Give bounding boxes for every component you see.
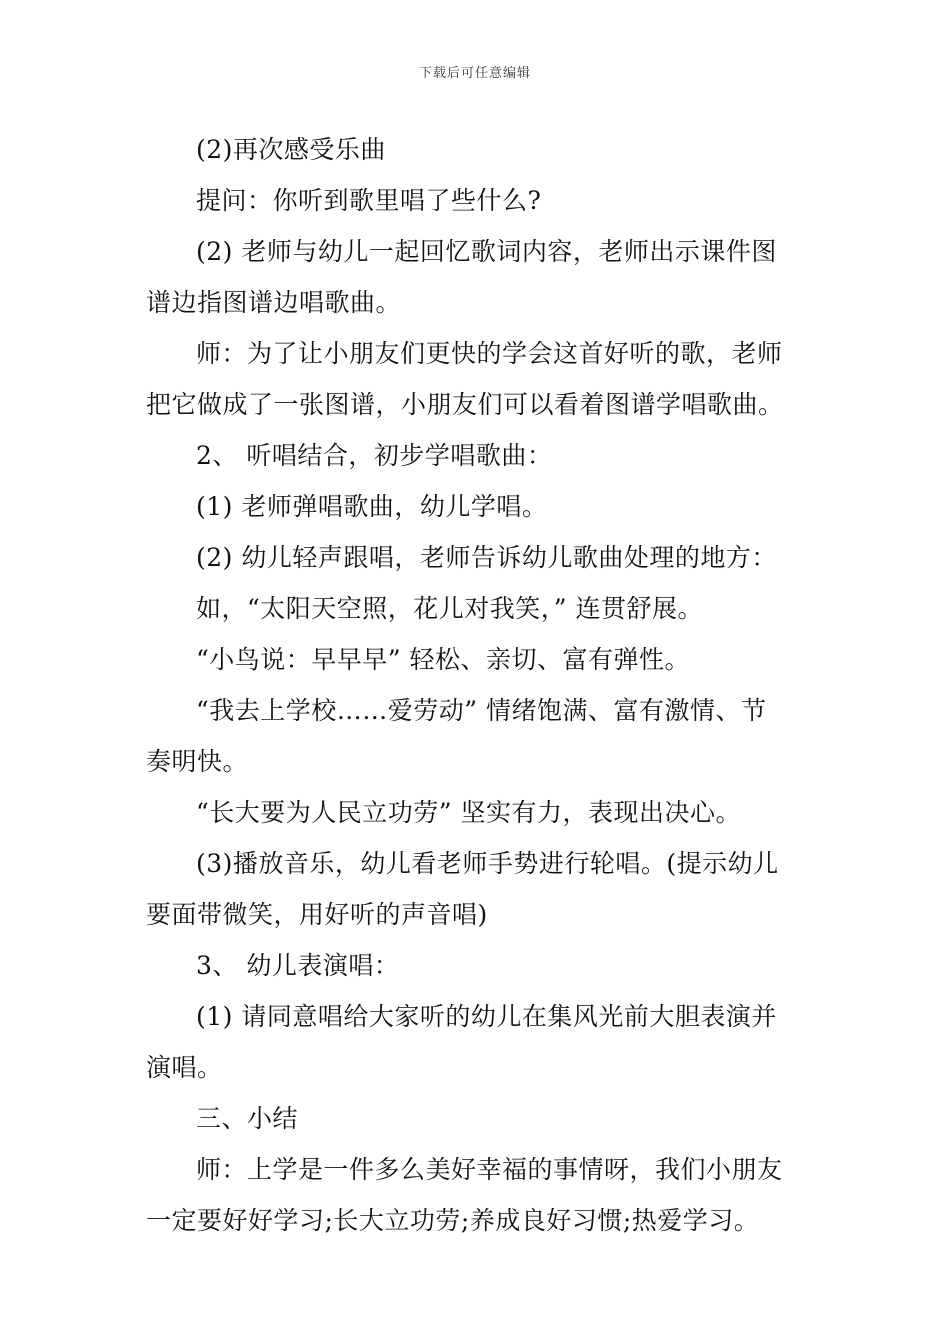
section-heading: 三、小结 — [196, 1104, 299, 1133]
section-heading: 3、 幼儿表演唱： — [196, 951, 400, 980]
paragraph-line: (2)再次感受乐曲 — [196, 135, 386, 164]
paragraph-line: 谱边指图谱边唱歌曲。 — [146, 288, 402, 317]
page-header: 下载后可任意编辑 — [418, 66, 531, 81]
paragraph-line: “小鸟说：早早早” 轻松、亲切、富有弹性。 — [196, 645, 691, 674]
paragraph-line: 一定要好好学习;长大立功劳;养成良好习惯;热爱学习。 — [146, 1206, 760, 1235]
paragraph-line: (3)播放音乐，幼儿看老师手势进行轮唱。(提示幼儿 — [196, 849, 779, 878]
paragraph-line: “长大要为人民立功劳” 坚实有力，表现出决心。 — [196, 798, 742, 827]
paragraph-line: “我去上学校……爱劳动” 情绪饱满、富有激情、节 — [196, 696, 767, 725]
section-heading: 2、 听唱结合，初步学唱歌曲： — [196, 441, 553, 470]
paragraph-line: (1) 请同意唱给大家听的幼儿在集风光前大胆表演并 — [196, 1002, 777, 1031]
paragraph-line: 师：为了让小朋友们更快的学会这首好听的歌，老师 — [196, 339, 783, 368]
paragraph-line: 要面带微笑，用好听的声音唱) — [146, 900, 488, 929]
paragraph-line: 演唱。 — [146, 1053, 223, 1082]
paragraph-line: 奏明快。 — [146, 747, 249, 776]
paragraph-line: 提问：你听到歌里唱了些什么? — [196, 186, 542, 215]
paragraph-line: 师：上学是一件多么美好幸福的事情呀，我们小朋友 — [196, 1155, 783, 1184]
paragraph-line: (2) 幼儿轻声跟唱，老师告诉幼儿歌曲处理的地方： — [196, 543, 777, 572]
paragraph-line: 如，“太阳天空照，花儿对我笑，” 连贯舒展。 — [196, 594, 704, 623]
document-body — [146, 124, 810, 1246]
paragraph-line: (2) 老师与幼儿一起回忆歌词内容，老师出示课件图 — [196, 237, 777, 266]
paragraph-line: (1) 老师弹唱歌曲，幼儿学唱。 — [196, 492, 548, 521]
paragraph-line: 把它做成了一张图谱，小朋友们可以看着图谱学唱歌曲。 — [146, 390, 784, 419]
